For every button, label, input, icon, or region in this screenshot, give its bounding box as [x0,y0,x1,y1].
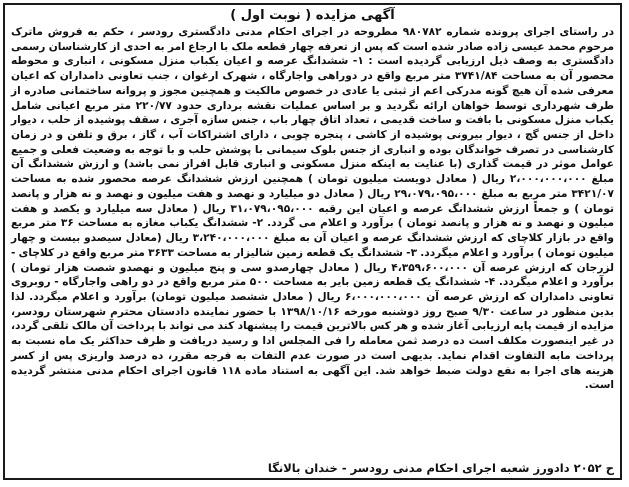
auction-notice [3,3,622,480]
notice-footer: ح ۲۰۵۲ دادورز شعبه اجرای احکام مدنی رودسر - خندان بالانگا [267,461,614,475]
notice-body: در راستای اجرای پرونده شماره ۹۸۰۷۸۲ مطروحه در اجرای احکام مدنی دادگستری رودسر ، حکم به فروش ماترک مرحوم محمد عیسی زاده صادر شده است که پس از تعرفه چهار قطعه ملک با ارجاع امر به احدی از کارشناسان رسمی دادگستری به وصف ذیل ارزیابی گردیده است : ۱- ششدانگ عرصه و اعیان یکباب منزل مسکونی ، انباری و محوطه محصور آن به مساحت ۳۷۴۱/۸۴ متر مربع واقع در دوراهی واجارگاه ، شهرک ارغوان ، جنب تعاونی دامداران که اعیان معرفی شده آن هیچ گونه مدرکی اعم از ثبتی یا عادی در خصوص مالکیت و همچنین مجوز و پروانه ساختمانی صادره از طرف شهرداری توسط خواهان ارائه نگردید و بر اساس عملیات نقشه برداری حدود ۲۲۰/۷۷ متر مربع اعیانی شامل یکباب منزل مسکونی با بافت و ساخت قدیمی ، تعداد اتاق چهار باب ، جنس سازه آجری ، سقف پوشیده از حلب ، دیوار داخل از جنس گچ ، دیوار بیرونی پوشیده از کاشی ، پنجره چوبی ، دارای اشتراکات آب ، گاز ، برق و تلفن و در زمان کارشناسی در تصرف خواندگان بوده و انباری از جنس بلوک سیمانی با پوشش حلب و با توجه به وضعیت فعلی و جمیع عوامل موثر در قیمت گذاری (با عنایت به اینکه منزل مسکونی و انباری قابل افراز نمی باشد) و ارزش ششدانگ آن مبلغ ۲،۰۰۰،۰۰۰،۰۰۰ ریال ( معادل دویست میلیون تومان ) همچنین ارزش ششدانگ عرصه محصور شده به مساحت ۳۴۲۱/۰۷ متر مربع به مبلغ ۲۹،۰۷۹،۰۹۵،۰۰۰ ریال ( معادل دو میلیارد و نهصد و هفت میلیون و نهصد و نه هزار و پانصد تومان ) و جمعاً ارزش ششدانگ عرصه و اعیان این رقبه ۳۱،۰۷۹،۰۹۵،۰۰۰ ریال ( معادل سه میلیارد و یکصد و هفت میلیون و نهصد و نه هزار و پانصد تومان ) برآورد و اعلام می گردد. ۲- ششدانگ یکباب مغازه به مساحت ۳۶ متر مربع واقع در بازار کلاچای که ارزش ششدانگ عرصه و اعیان آن به مبلغ ۳،۲۴۰،۰۰۰،۰۰۰ ریال (معادل سیصدو بیست و چهار میلیون تومان ) برآورد و اعلام میگردد. ۳- ششدانگ یک قطعه زمین شالیزار به مساحت ۳۶۳۳ متر مربع واقع در کلاچای - لزرجان که ارزش عرصه آن ۴،۳۵۹،۶۰۰،۰۰۰ ریال ( معادل چهارصدو سی و پنج میلیون و نهصدو شصت هزار تومان ) برآورد و اعلام میگردد. ۴- ششدانگ یک قطعه زمین بایر به مساحت ۵۰۰ متر مربع واقع در دو راهی واجارگاه - روبروی تعاونی دامداران که ارزش عرصه آن ۶،۰۰۰،۰۰۰،۰۰۰ ریال ( معادل ششصد میلیون تومان) برآورد و اعلام میگردد. لذا بدین منظور در ساعت ۹/۳۰ صبح روز دوشنبه مورخه ۱۳۹۸/۱۰/۱۶ با حضور نماینده دادستان محترم شهرستان رودسر، مزایده از قیمت پایه ارزیابی آغاز شده و هر کس بالاترین قیمت را پیشنهاد کند می تواند با پرداخت آن مالک تلقی گردد، در غیر اینصورت مکلف است ده درصد ثمن معامله را فی المجلس ادا و رسید دریافت و ظرف حداکثر یک ماه نسبت به پرداخت مابه التفاوت اقدام نماید. بدیهی است در صورت عدم التفات به فرجه مقرر، ده درصد واریزی پس از کسر هزینه های اجرا به نفع دولت ضبط خواهد شد. این آگهی به استناد ماده ۱۱۸ قانون اجرای احکام مدنی منتشر گردیده است. [11,26,615,392]
notice-title: آگهی مزایده ( نوبت اول ) [230,8,395,23]
